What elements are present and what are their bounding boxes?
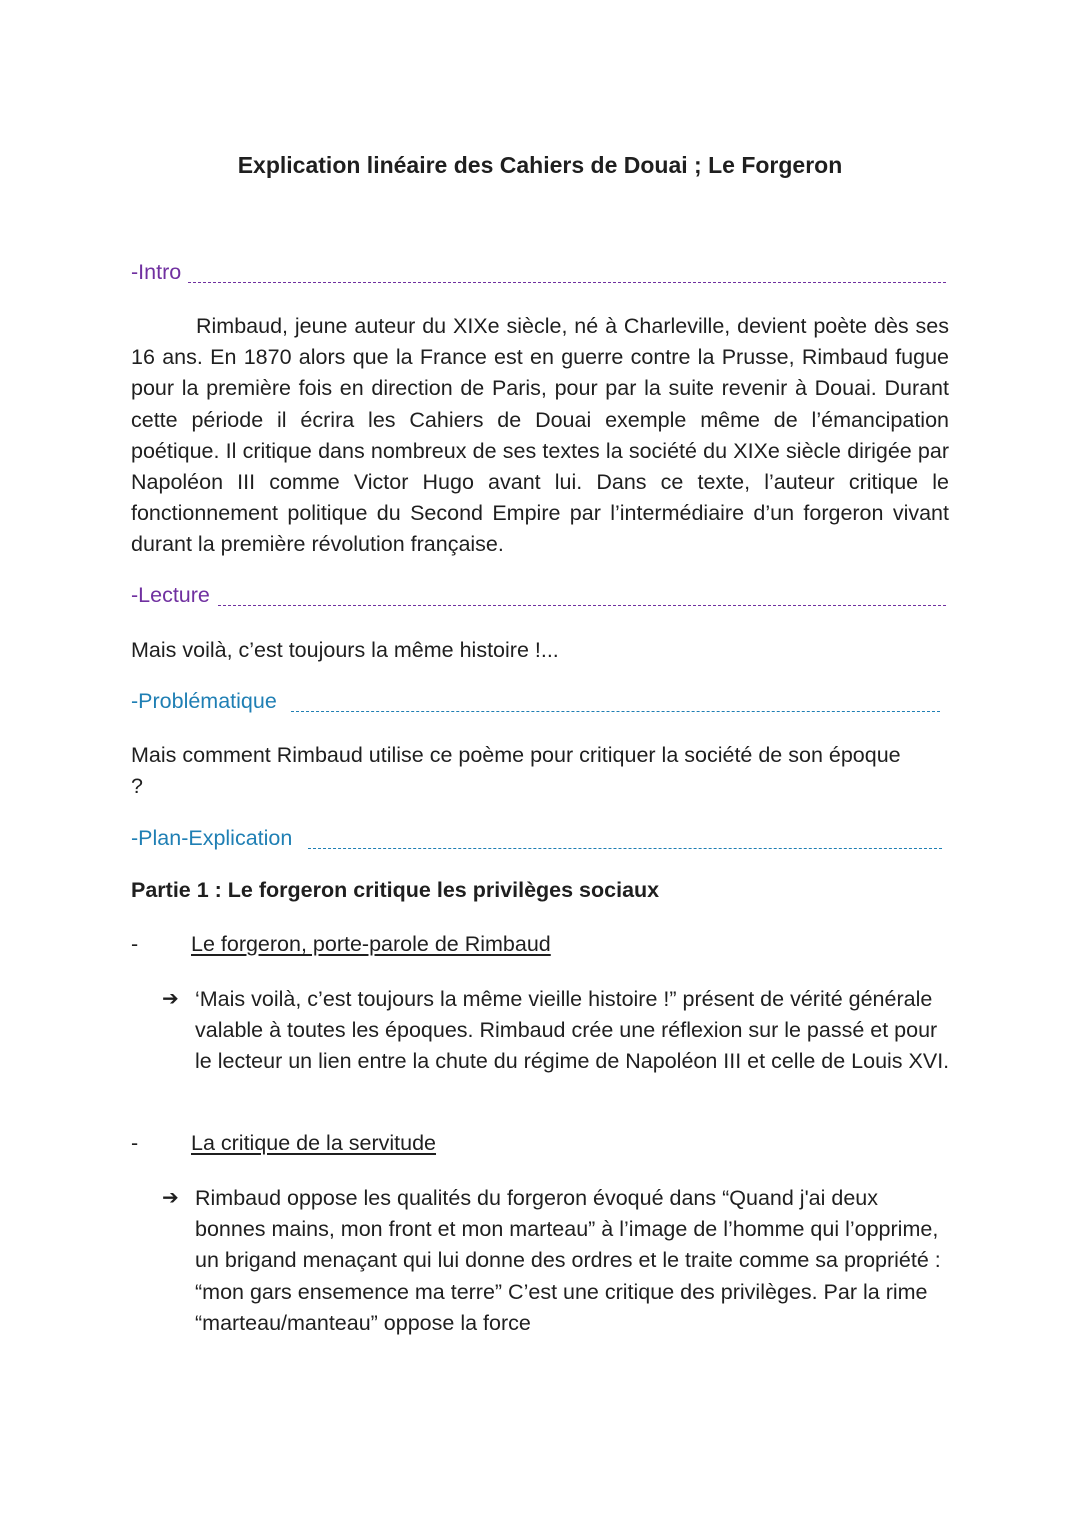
subheading-label: La critique de la servitude: [191, 1131, 437, 1155]
plan-heading: [131, 826, 946, 856]
subheading-label: Le forgeron, porte-parole de Rimbaud: [191, 932, 551, 956]
part-1-arrow-point-1: [162, 984, 952, 1078]
intro-paragraph: Rimbaud, jeune auteur du XIXe siècle, né à Charleville, devient poète dès ses 16 ans. En 1870 alors que la France est en guerre contre la Prusse, Rimbaud fugue pour la première fois en direction de Paris, pour par la suite revenir à Douai. Durant cette période il écrira les Cahiers de Douai exemple même de l’émancipation poétique. Il critique dans nombreux de ses textes la société du XIXe siècle dirigée par Napoléon III comme Victor Hugo avant lui. Dans ce texte, l’auteur critique le fonctionnement politique du Second Empire par l’intermédiaire d’un forgeron vivant durant la première révolution française.: [131, 314, 949, 557]
lecture-paragraph: Mais voilà, c’est toujours la même histoire !...: [131, 638, 559, 662]
arrow-right-icon: ➔: [162, 988, 179, 1010]
plan-heading-label: -Plan-Explication: [131, 826, 293, 850]
bullet-dash: -: [131, 1131, 139, 1155]
arrow-point-text: ‘Mais voilà, c’est toujours la même vieille histoire !” présent de vérité générale valable à toutes les époques. Rimbaud crée une réflexion sur le passé et pour le lecteur un lien entre la chute du régime de Napoléon III et celle de Louis XVI.: [195, 987, 950, 1074]
lecture-heading: [131, 583, 946, 613]
arrow-right-icon: ➔: [162, 1187, 179, 1209]
lecture-heading-rule: [218, 605, 946, 606]
arrow-point-text: Rimbaud oppose les qualités du forgeron évoqué dans “Quand j'ai deux bonnes mains, mon front et mon marteau” à l’image de l’homme qui l’opprime, un brigand menaçant qui lui donne des ordres et le traite comme sa propriété : “mon gars ensemence ma terre” C’est une critique des privilèges. Par la rime “marteau/manteau” oppose la force: [195, 1186, 941, 1335]
problematique-heading: [131, 689, 946, 719]
intro-heading: [131, 260, 946, 290]
part-1-arrow-point-2: [162, 1183, 952, 1339]
problematique-heading-rule: [291, 711, 940, 712]
lecture-heading-label: -Lecture: [131, 583, 210, 607]
intro-heading-rule: [188, 282, 946, 283]
problematique-heading-label: -Problématique: [131, 689, 277, 713]
problematique-paragraph: Mais comment Rimbaud utilise ce poème pour critiquer la société de son époque ?: [131, 743, 901, 799]
plan-heading-rule: [308, 848, 942, 849]
bullet-dash: -: [131, 932, 139, 956]
intro-heading-label: -Intro: [131, 260, 182, 284]
document-title: Explication linéaire des Cahiers de Douai ; Le Forgeron: [237, 152, 843, 178]
part-1-title: Partie 1 : Le forgeron critique les privilèges sociaux: [131, 878, 660, 902]
